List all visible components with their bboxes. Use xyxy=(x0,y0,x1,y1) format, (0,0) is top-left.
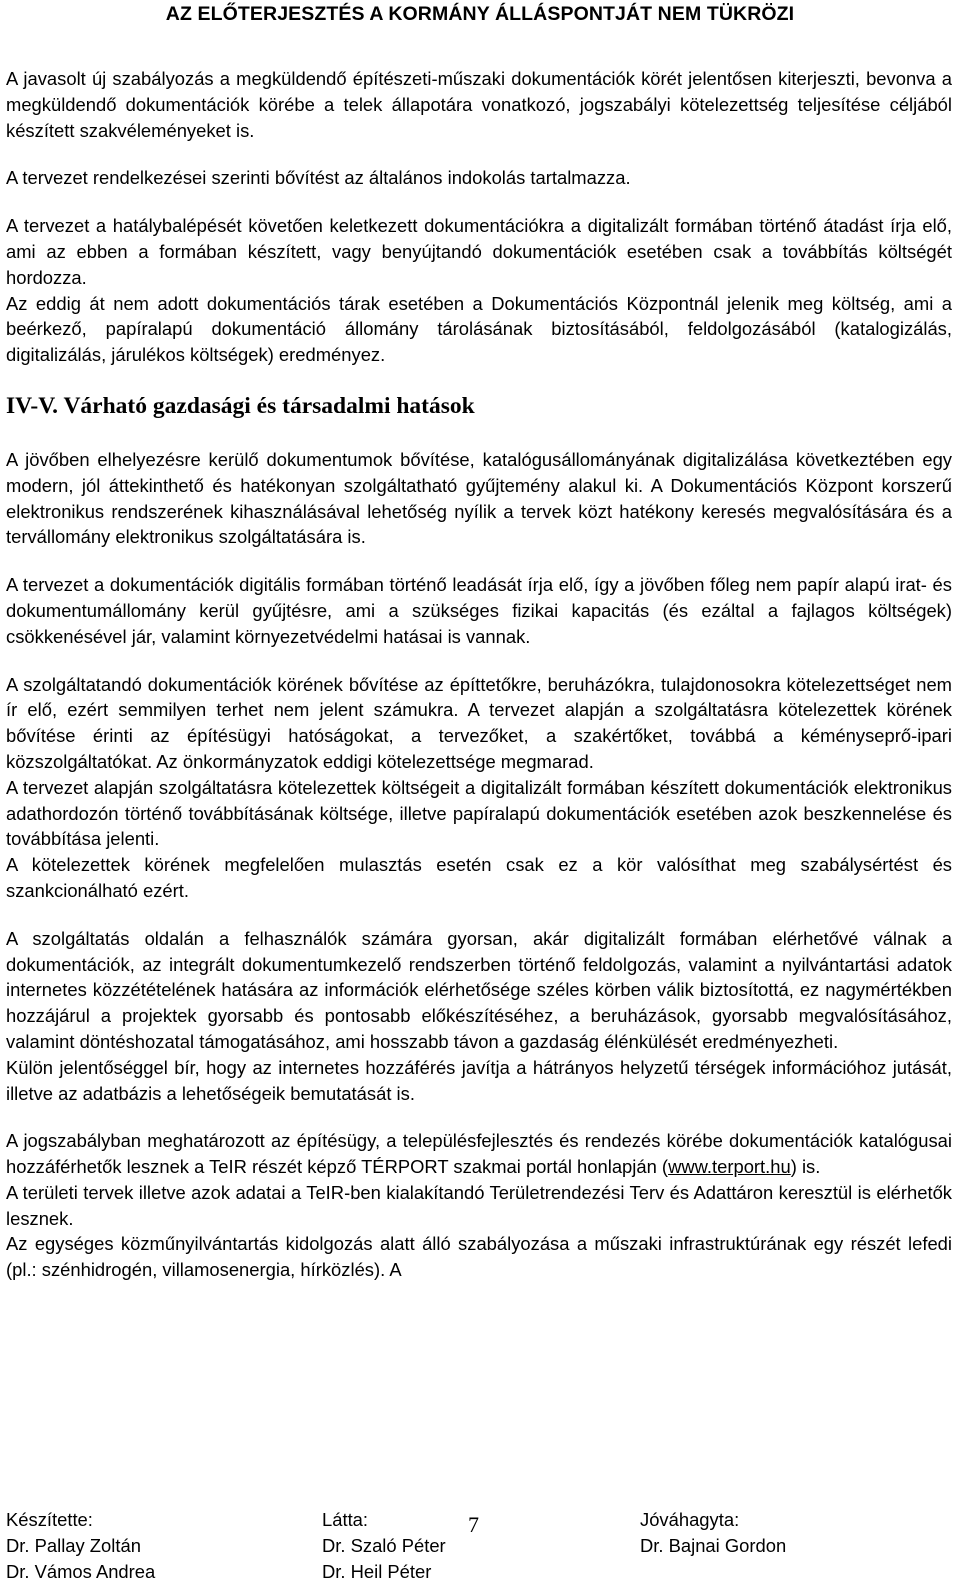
paragraph-archive-costs: Az eddig át nem adott dokumentációs tárak esetében a Dokumentációs Központnál jelenik meg költség, ami a beérkező, papíralapú dokumentáció állomány tárolásának biztosításából, feldolgozásából (katalogizálás, digitalizálás, járulékos költségek) eredményez. xyxy=(6,292,952,366)
paragraph-submission-scope: A javasolt új szabályozás a megküldendő építészeti-műszaki dokumentációk körét jelentősen kiterjeszti, bevonva a megküldendő dokumentációk körébe a telek állapotára vonatkozó, jogszabályi kötelezettség teljesítése céljából készített szakvéleményeket is. xyxy=(6,68,952,141)
terport-text-before: A jogszabályban meghatározott az építésügy, a településfejlesztés és rendezés körébe dokumentációk katalógusai hozzáférhetők lesznek a TeIR részét képző TÉRPORT szakmai portál honlapján ( xyxy=(6,1130,952,1178)
paragraph-terport-portal xyxy=(6,1128,952,1180)
prepared-by-column xyxy=(6,1507,155,1585)
approved-by-column xyxy=(640,1507,786,1559)
paragraph-modern-collection: A jövőben elhelyezésre kerülő dokumentumok bővítése, katalógusállományának digitalizálása következtében egy modern, jól áttekinthető és hatékonyan szolgáltatható gyűjtemény alakul ki. A Dokumentációs Központ korszerű elektronikus rendszerének kihasználásával lehetőség nyílik a tervek közt hatékony keresés megvalósítására és a tervállomány elektronikus szolgáltatására is. xyxy=(6,448,952,548)
approved-by-name: Dr. Bajnai Gordon xyxy=(640,1535,787,1556)
section-heading: IV-V. Várható gazdasági és társadalmi hatások xyxy=(6,392,475,419)
seen-by-name: Dr. Szaló Péter xyxy=(322,1535,446,1556)
paragraph-general-justification: A tervezet rendelkezései szerinti bővítést az általános indokolás tartalmazza. xyxy=(6,167,631,189)
prepared-by-name: Dr. Pallay Zoltán xyxy=(6,1535,141,1556)
terport-text-after: ) is. xyxy=(790,1156,821,1178)
seen-by-label: Látta: xyxy=(322,1509,369,1530)
paragraph-regional-plans: A területi tervek illetve azok adatai a TeIR-ben kialakítandó Területrendezési Terv és Adattáron keresztül is elérhetők lesznek. xyxy=(6,1181,952,1229)
paragraph-internet-access: Külön jelentőséggel bír, hogy az internetes hozzáférés javítja a hátrányos helyzetű térségek információhoz jutását, illetve az adatbázis a lehetőségeik bemutatását is. xyxy=(6,1056,952,1104)
seen-by-column xyxy=(322,1507,446,1585)
prepared-by-name: Dr. Vámos Andrea xyxy=(6,1561,156,1582)
signature-footer xyxy=(0,1507,960,1589)
page-header: AZ ELŐTERJESZTÉS A KORMÁNY ÁLLÁSPONTJÁT NEM TÜKRÖZI xyxy=(165,3,795,25)
paragraph-infringement: A kötelezettek körének megfelelően mulasztás esetén csak ez a kör valósíthat meg szabálysértést és szankcionálható ezért. xyxy=(6,854,952,901)
paragraph-obligations: A szolgáltatandó dokumentációk körének bővítése az építtetőkre, beruházókra, tulajdonosokra kötelezettséget nem ír elő, ezért semmilyen terhet nem jelent számukra. A tervezet alapján a szolgáltatásra kötelezettek körének bővítése érinti az építésügyi hatóságokat, a tervezőket, a szakértőket, továbbá a kéményseprő-ipari közszolgáltatókat. Az önkormányzatok eddigi kötelezettsége megmarad. xyxy=(6,673,952,772)
document-body xyxy=(6,66,952,1283)
paragraph-utility-registry: Az egységes közműnyilvántartás kidolgozás alatt álló szabályozása a műszaki infrastruktúrának egy részét lefedi (pl.: szénhidrogén, villamosenergia, hírközlés). A xyxy=(6,1233,952,1281)
approved-by-label: Jóváhagyta: xyxy=(640,1509,740,1530)
paragraph-digital-submission: A tervezet a hatálybalépését követően keletkezett dokumentációkra a digitalizált formában történő átadást írja elő, ami az ebben a formában készített, vagy benyújtandó dokumentációk esetében csak a továbbítás költségét hordozza. xyxy=(6,215,952,288)
paragraph-user-benefits: A szolgáltatás oldalán a felhasználók számára gyorsan, akár digitalizált formában elérhetővé válnak a dokumentációk, az integrált dokumentumkezelő rendszerben történő feldolgozás, valamint a nyilvántartási adatok internetes közzétételének hatására az információk elérhetősége széles körben válik biztosítottá, ez nagymértékben hozzájárul a projektek gyorsabb és pontosabb előkészítéséhez, a beruházások, gyorsabb megvalósításához, valamint döntéshozatal támogatásához, ami hosszabb távon a gazdaság élénkülését eredményezheti. xyxy=(6,927,952,1052)
prepared-by-label: Készítette: xyxy=(6,1509,93,1530)
paragraph-obligor-costs: A tervezet alapján szolgáltatásra kötelezettek költségeit a digitalizált formában készített dokumentációk elektronikus adathordozón történő továbbításának költsége, illetve papíralapú dokumentációk esetében azok beszkennelése és továbbítása jelenti. xyxy=(6,776,952,850)
terport-link[interactable]: www.terport.hu xyxy=(668,1156,791,1178)
seen-by-name: Dr. Heil Péter xyxy=(322,1561,432,1582)
page-number: 7 xyxy=(468,1512,479,1537)
paragraph-digital-format: A tervezet a dokumentációk digitális formában történő leadását írja elő, így a jövőben főleg nem papír alapú irat- és dokumentumállomány kerül gyűjtésre, ami a szükséges fizikai kapacitás (és ezáltal a fajlagos költségek) csökkenésével jár, valamint környezetvédelmi hatásai is vannak. xyxy=(6,574,952,647)
